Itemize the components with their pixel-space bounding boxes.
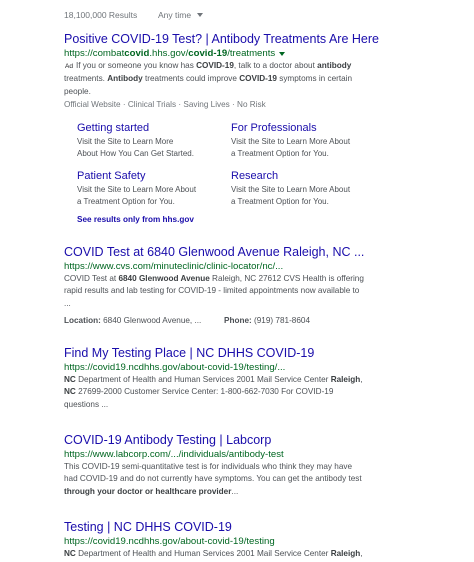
ad-result (64, 32, 424, 111)
location-value: 6840 Glenwood Avenue, ... (103, 315, 202, 325)
sitelink-desc-line: Visit the Site to Learn More About (231, 185, 351, 194)
url-options-icon[interactable] (279, 52, 285, 56)
snippet-text: , talk to a doctor about (233, 61, 318, 70)
snippet-bold: Antibody (107, 74, 143, 84)
location-field (64, 315, 224, 327)
ad-url-part: https://combat (64, 48, 125, 59)
sitelink-desc-line: a Treatment Option for You. (231, 197, 329, 207)
snippet-bold: NC (64, 387, 76, 397)
snippet-text: treatments could improve (142, 74, 240, 84)
sitelink-for-professionals (231, 121, 381, 161)
ad-url-part: /treatments (227, 48, 276, 59)
snippet-text: people. (64, 86, 91, 96)
snippet-bold: COVID-19 (196, 61, 234, 70)
result-url[interactable]: https://www.labcorp.com/.../individuals/antibody-test (64, 449, 284, 460)
snippet-text: ... (64, 298, 71, 308)
sitelink-title[interactable]: Patient Safety (77, 170, 146, 182)
snippet-text: 27699-2000 Customer Service Center: 1-800-662-7030 For COVID-19 (75, 387, 334, 397)
sitelink-patient-safety (77, 169, 227, 209)
ad-url-part: .hhs.gov/ (149, 48, 189, 59)
sitelink-title[interactable]: Getting started (77, 122, 150, 134)
ad-url[interactable] (64, 47, 424, 60)
snippet-text: had COVID-19 and do not currently have symptoms. You can get the antibody test (64, 474, 362, 484)
search-result (64, 245, 394, 327)
result-title-link[interactable]: Find My Testing Place | NC DHHS COVID-19 (64, 346, 315, 360)
result-snippet (64, 374, 394, 411)
snippet-bold: 6840 Glenwood Avenue (118, 274, 210, 283)
result-title-link[interactable]: Testing | NC DHHS COVID-19 (64, 520, 232, 534)
snippet-bold: through your doctor or healthcare provider (64, 486, 232, 496)
sitelink-getting-started (77, 121, 227, 161)
snippet-text: This COVID-19 semi-quantitative test is for individuals who think they may have (64, 462, 353, 471)
result-fields (64, 315, 394, 327)
chevron-down-icon (197, 13, 203, 17)
result-title-link[interactable]: COVID-19 Antibody Testing | Labcorp (64, 433, 272, 447)
see-more-link[interactable]: See results only from hhs.gov (77, 215, 194, 224)
result-snippet (64, 461, 394, 498)
result-snippet (64, 273, 394, 310)
result-title-link[interactable]: COVID Test at 6840 Glenwood Avenue Raleigh, NC ... (64, 245, 365, 259)
ad-inline-links[interactable]: Official Website · Clinical Trials · Saving Lives · No Risk (64, 99, 266, 109)
snippet-text: Department of Health and Human Services 2001 Mail Service Center (75, 375, 331, 384)
search-result (64, 346, 394, 411)
results-count: 18,100,000 Results (64, 10, 138, 20)
sitelink-desc (231, 184, 381, 209)
sitelink-desc-line: a Treatment Option for You. (231, 149, 329, 159)
search-result (64, 433, 394, 498)
snippet-bold: NC (64, 375, 76, 384)
result-url[interactable]: https://covid19.ncdhhs.gov/about-covid-19/testing (64, 536, 275, 547)
snippet-text: Department of Health and Human Services 2001 Mail Service Center (75, 549, 331, 558)
result-url[interactable]: https://covid19.ncdhhs.gov/about-covid-19/testing/... (64, 362, 286, 373)
phone-value: (919) 781-8604 (254, 315, 311, 325)
ad-url-bold: covid (124, 48, 150, 59)
ad-snippet (64, 60, 424, 98)
time-filter-dropdown[interactable] (158, 10, 203, 20)
snippet-bold: COVID-19 (239, 74, 277, 84)
sitelink-desc-line: Visit the Site to Learn More About (231, 137, 351, 146)
snippet-bold: antibody (317, 61, 352, 70)
sitelink-desc (231, 136, 381, 161)
location-label: Location: (64, 315, 101, 325)
sitelink-desc-line: Visit the Site to Learn More About (77, 185, 197, 194)
phone-label: Phone: (224, 315, 252, 325)
snippet-bold: NC (64, 549, 76, 558)
sitelink-desc (77, 136, 227, 161)
result-url[interactable]: https://www.cvs.com/minuteclinic/clinic-locator/nc/... (64, 261, 284, 272)
sitelink-desc-line: a Treatment Option for You. (77, 197, 175, 207)
ad-title-link[interactable]: Positive COVID-19 Test? | Antibody Treatments Are Here (64, 32, 379, 46)
sitelink-research (231, 169, 381, 209)
snippet-bold: Raleigh (330, 375, 361, 384)
snippet-text: COVID Test at (64, 274, 119, 283)
sitelink-desc (77, 184, 227, 209)
snippet-text: ... (231, 486, 239, 496)
snippet-text: symptoms in certain (276, 74, 353, 84)
snippet-bold: Raleigh (330, 549, 361, 558)
sitelink-desc-line: Visit the Site to Learn More (77, 137, 174, 146)
snippet-text: treatments. (64, 74, 108, 84)
snippet-text: If you or someone you know has (75, 61, 197, 70)
snippet-text: rapid results and lab testing for COVID-19 - limited appointments now available to (64, 286, 360, 296)
snippet-text: , (360, 549, 363, 558)
ad-url-bold: covid-19 (188, 48, 228, 59)
sitelink-title[interactable]: For Professionals (231, 122, 317, 134)
phone-field (224, 315, 310, 327)
search-result (64, 520, 394, 560)
result-snippet (64, 548, 394, 560)
ad-badge: Ad (65, 63, 73, 70)
sitelink-title[interactable]: Research (231, 170, 279, 182)
sitelink-desc-line: About How You Can Get Started. (77, 149, 194, 159)
results-toolbar (64, 10, 203, 20)
snippet-text: , (360, 375, 363, 384)
snippet-text: Raleigh, NC 27612 CVS Health is offering (209, 274, 364, 283)
time-filter-label: Any time (158, 10, 192, 20)
snippet-text: questions ... (64, 399, 109, 409)
